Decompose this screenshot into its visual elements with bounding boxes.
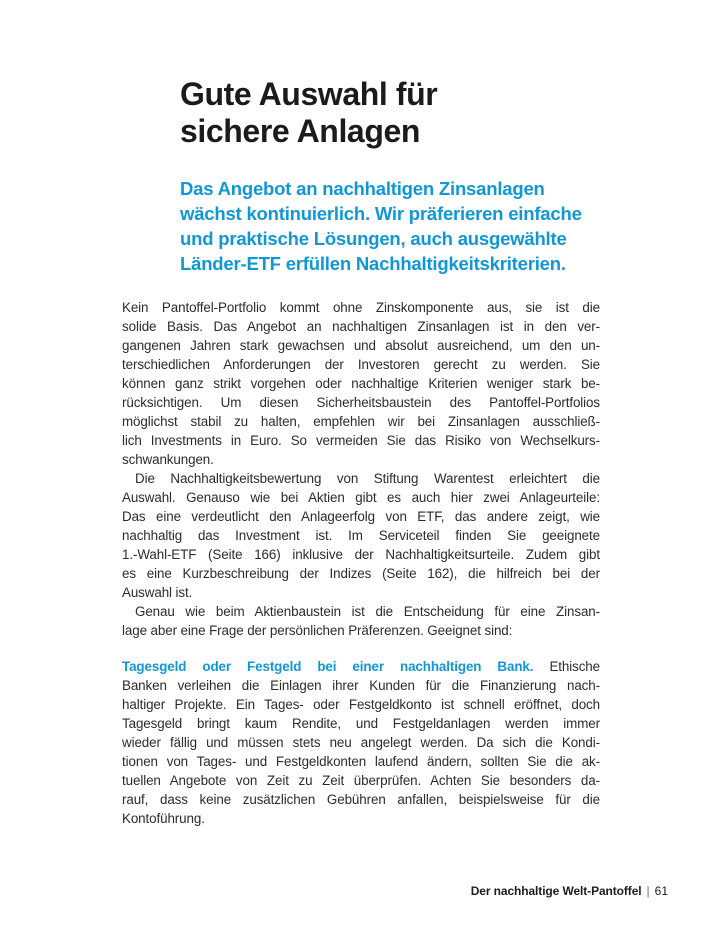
text-line: Auswahl ist. [122,585,193,600]
footer-separator: | [646,884,650,898]
text-line: Banken verleihen die Einlagen ihrer Kunden für die Finanzierung nach- [122,678,600,693]
text-line: wieder fällig und müssen stets neu angelegt werden. Da sich die Kondi- [122,735,600,750]
text-line: Kein Pantoffel-Portfolio kommt ohne Zinskomponente aus, sie ist die [122,300,600,315]
text-line: haltiger Projekte. Ein Tages- oder Festgeldkonto ist schnell eröffnet, doch [122,697,600,712]
text-line: gangenen Jahren stark gewachsen und absolut ausreichend, um den un- [122,338,600,353]
section-first-line-rest: Ethische [549,659,600,674]
text-line: Die Nachhaltigkeitsbewertung von Stiftung Warentest erleichtert die [135,471,600,486]
text-line: Kontoführung. [122,811,205,826]
text-line: können ganz strikt vorgehen oder nachhaltige Kriterien weniger stark be- [122,376,600,391]
text-line: Das eine verdeutlicht den Anlageerfolg von ETF, das andere zeigt, wie [122,509,600,524]
text-line: tionen von Tages- und Festgeldkonten laufend ändern, sollten Sie die ak- [122,754,600,769]
text-line: Auswahl. Genauso wie bei Aktien gibt es auch hier zwei Anlageurteile: [122,490,600,505]
text-line: rauf, dass keine zusätzlichen Gebühren anfallen, beispielsweise für die [122,792,600,807]
section-first-line [122,657,600,676]
section-tagesgeld [122,657,600,828]
text-line: tuellen Angebote von Zeit zu Zeit überprüfen. Achten Sie besonders da- [122,773,600,788]
paragraph-2 [122,469,600,602]
text-line: 1.-Wahl-ETF (Seite 166) inklusive der Nachhaltigkeitsurteile. Zudem gibt [122,547,600,562]
text-line: wächst kontinuierlich. Wir präferieren einfache [180,203,582,224]
text-line: rücksichtigen. Um diesen Sicherheitsbaustein des Pantoffel-Portfolios [122,395,600,410]
body-text-column [122,298,600,828]
page-title [180,76,680,150]
text-line: möglichst stabil zu halten, empfehlen wir bei Zinsanlagen ausschließ- [122,414,600,429]
text-line: sichere Anlagen [180,113,421,149]
text-line: Genau wie beim Aktienbaustein ist die Entscheidung für eine Zinsan- [135,604,600,619]
paragraph-1 [122,298,600,469]
text-line: Tagesgeld bringt kaum Rendite, und Festgeldanlagen werden immer [122,716,600,731]
text-line: es eine Kurzbeschreibung der Indizes (Seite 162), die hilfreich bei der [122,566,600,581]
text-line: lich Investments in Euro. So vermeiden Sie das Risiko von Wechselkurs- [122,433,600,448]
text-line: schwankungen. [122,452,214,467]
paragraph-3 [122,602,600,640]
intro-standfirst [180,176,700,276]
text-line: Gute Auswahl für [180,76,438,112]
text-line: nachhaltig das Investment ist. Im Serviceteil finden Sie geeignete [122,528,600,543]
footer-page-number: 61 [654,884,668,898]
footer-chapter-title: Der nachhaltige Welt-Pantoffel [470,884,642,898]
text-line: und praktische Lösungen, auch ausgewählte [180,228,567,249]
running-footer [471,884,668,898]
text-line: solide Basis. Das Angebot an nachhaltigen Zinsanlagen ist in den ver- [122,319,600,334]
text-line: Das Angebot an nachhaltigen Zinsanlagen [180,178,545,199]
section-lead: Tagesgeld oder Festgeld bei einer nachhaltigen Bank. [122,659,534,674]
section-body-lines [122,676,600,828]
text-line: lage aber eine Frage der persönlichen Präferenzen. Geeignet sind: [122,623,513,638]
text-line: terschiedlichen Anforderungen der Investoren gerecht zu werden. Sie [122,357,600,372]
text-line: Länder-ETF erfüllen Nachhaltigkeitskriterien. [180,253,566,274]
